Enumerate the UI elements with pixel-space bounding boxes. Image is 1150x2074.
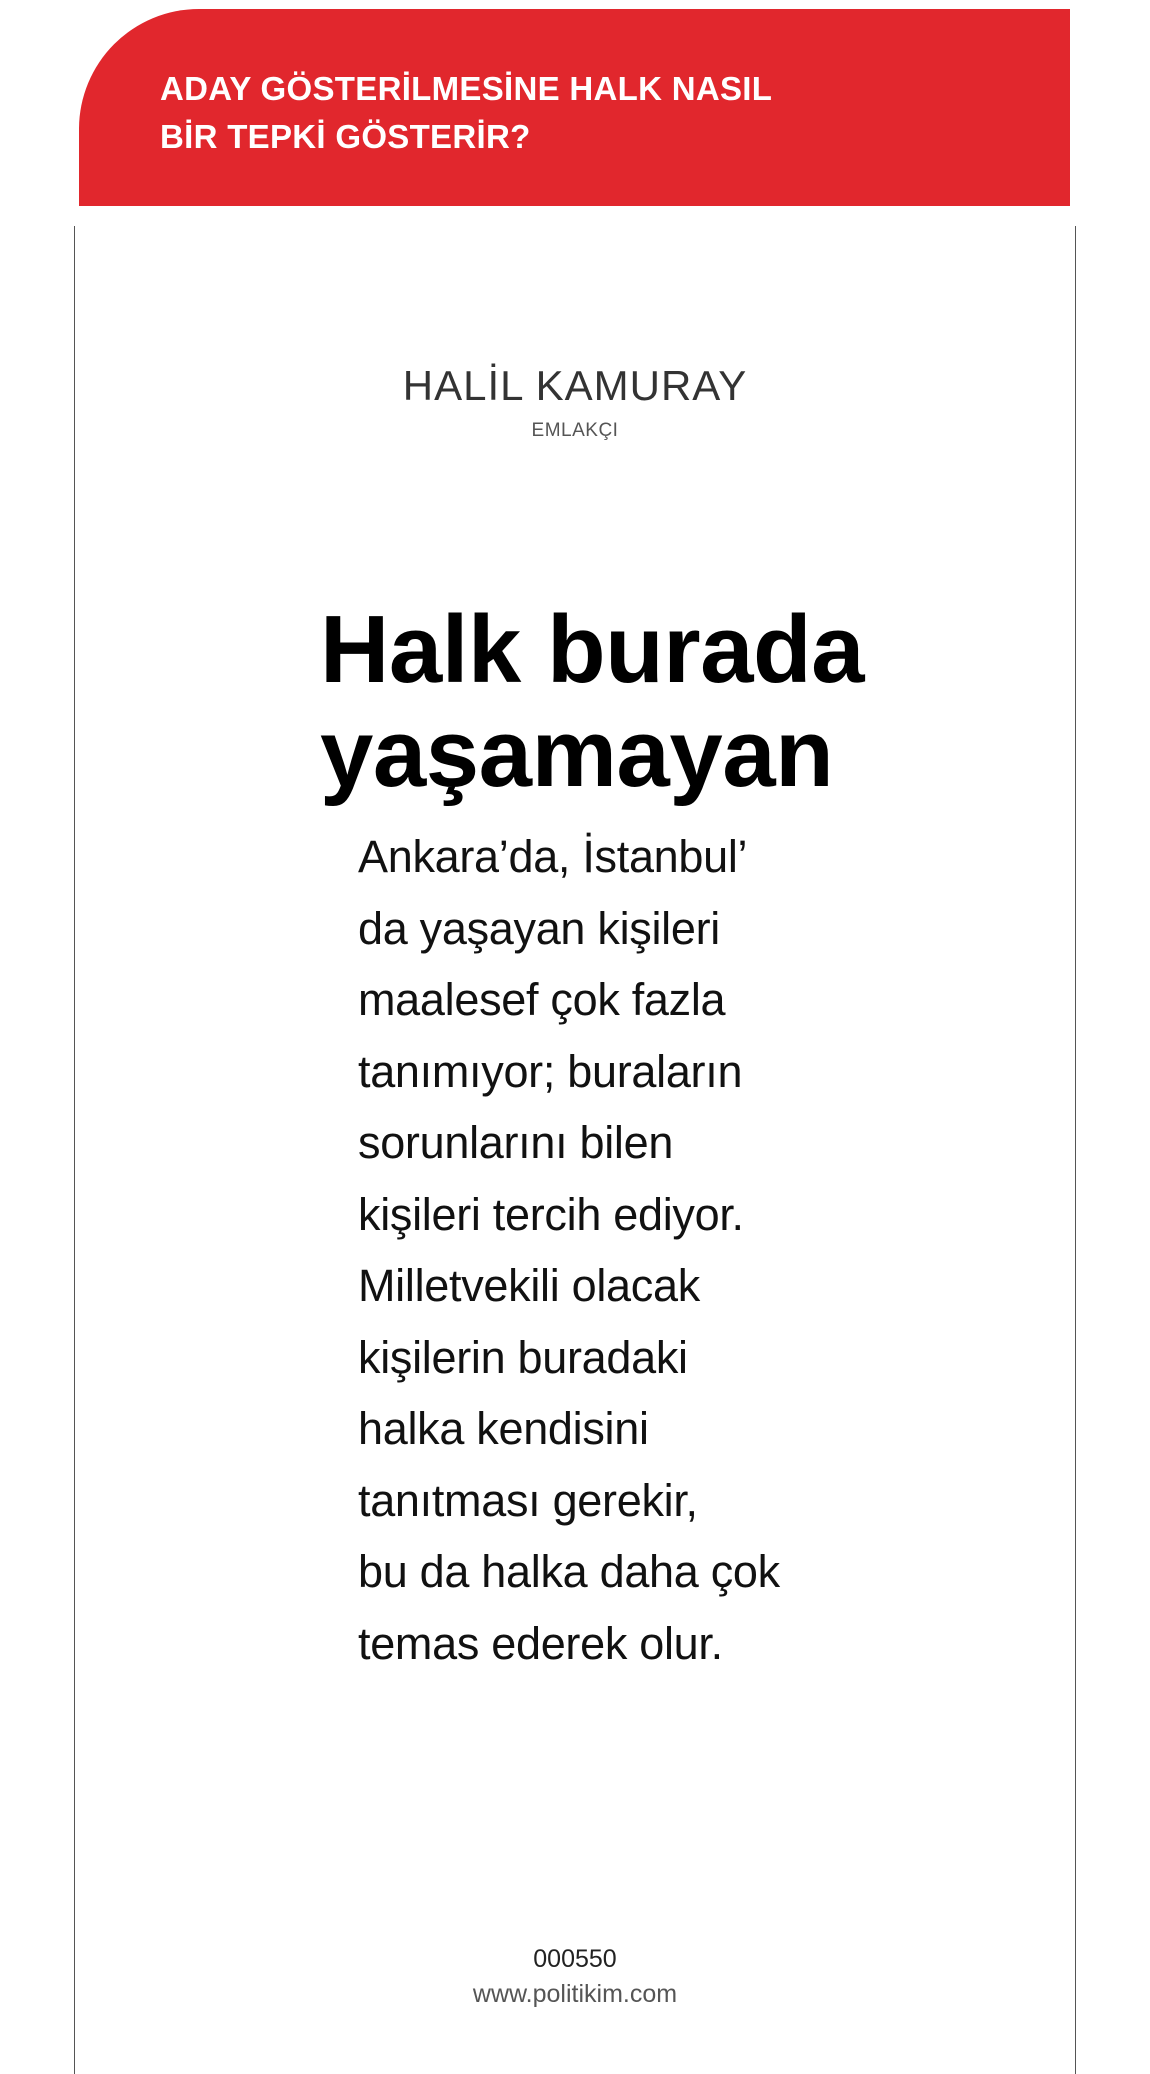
person-name: HALİL KAMURAY bbox=[402, 362, 748, 409]
headline: Halk burada yaşamayan bbox=[320, 596, 865, 807]
person-role: EMLAKÇI bbox=[531, 420, 619, 441]
footer-url[interactable]: www.politikim.com bbox=[472, 1980, 678, 2008]
left-border-line bbox=[74, 226, 75, 2074]
header-banner bbox=[79, 9, 1070, 206]
right-border-line bbox=[1075, 226, 1076, 2074]
footer-code: 000550 bbox=[533, 1945, 617, 1973]
header-title: ADAY GÖSTERİLMESİNE HALK NASIL BİR TEPKİ GÖSTERİR? bbox=[160, 70, 773, 155]
quote-text: Ankara’da, İstanbul’ da yaşayan kişileri maalesef çok fazla tanımıyor; buraların sorunlarını bilen kişileri tercih ediyor. Milletvekili olacak kişilerin buradaki halka kendisini tanıtması gerekir, bu da halka daha çok temas ederek olur. bbox=[358, 831, 780, 1669]
